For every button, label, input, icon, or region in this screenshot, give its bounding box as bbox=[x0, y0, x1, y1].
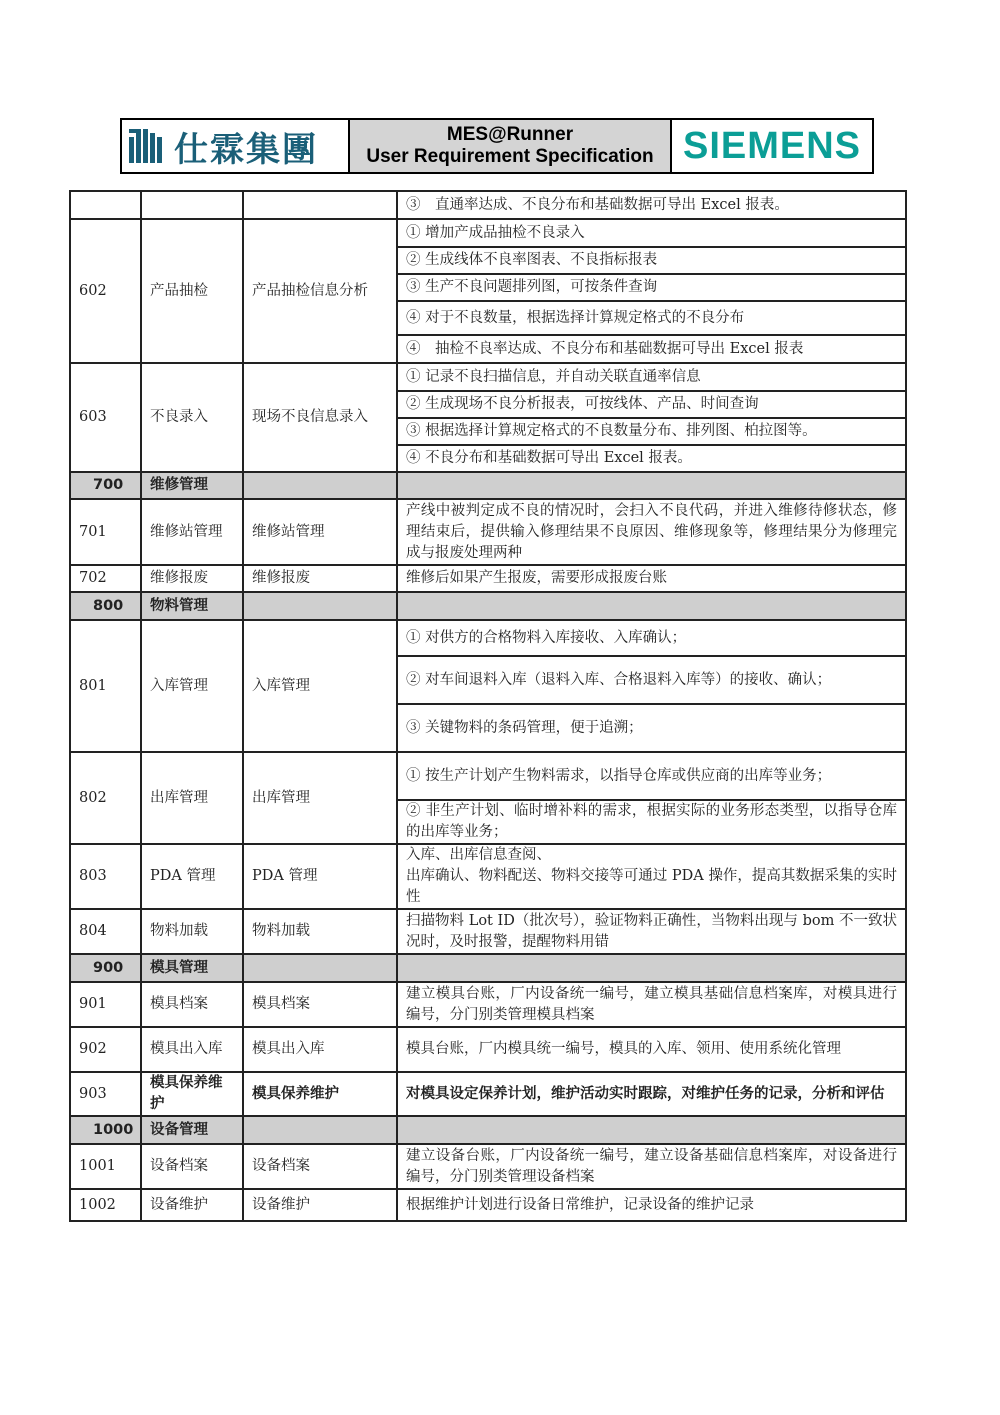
table-row bbox=[70, 191, 906, 219]
description-cell: ③ 关键物料的条码管理，便于追溯； bbox=[397, 704, 906, 752]
function-cell: 维修站管理 bbox=[243, 499, 397, 565]
table-row bbox=[70, 1072, 906, 1116]
table-row bbox=[70, 844, 906, 909]
description-cell: ④ 抽检不良率达成、不良分布和基础数据可导出 Excel 报表 bbox=[397, 335, 906, 363]
section-id: 800 bbox=[70, 592, 141, 620]
section-row bbox=[70, 1116, 906, 1144]
module-cell: PDA 管理 bbox=[141, 844, 243, 909]
function-cell: PDA 管理 bbox=[243, 844, 397, 909]
description-cell: 对模具设定保养计划，维护活动实时跟踪，对维护任务的记录，分析和评估 bbox=[397, 1072, 906, 1116]
requirements-table bbox=[69, 190, 907, 1222]
description-cell: 根据维护计划进行设备日常维护，记录设备的维护记录 bbox=[397, 1189, 906, 1221]
module-cell: 维修站管理 bbox=[141, 499, 243, 565]
description-cell: ③ 直通率达成、不良分布和基础数据可导出 Excel 报表。 bbox=[397, 191, 906, 219]
table-row bbox=[70, 565, 906, 592]
module-cell: 入库管理 bbox=[141, 620, 243, 752]
description-cell: ② 生成线体不良率图表、不良指标报表 bbox=[397, 247, 906, 274]
function-cell: 入库管理 bbox=[243, 620, 397, 752]
table-row bbox=[70, 620, 906, 656]
module-cell: 出库管理 bbox=[141, 752, 243, 844]
description-cell: ③ 生产不良问题排列图，可按条件查询 bbox=[397, 274, 906, 301]
id-cell: 1001 bbox=[70, 1144, 141, 1189]
document-header bbox=[120, 118, 874, 174]
id-cell: 1002 bbox=[70, 1189, 141, 1221]
table-row bbox=[70, 219, 906, 247]
description-cell: 模具台账，厂内模具统一编号，模具的入库、领用、使用系统化管理 bbox=[397, 1027, 906, 1072]
id-cell: 901 bbox=[70, 982, 141, 1027]
section-row bbox=[70, 954, 906, 982]
description-cell bbox=[397, 844, 906, 909]
description-cell: ① 增加产成品抽检不良录入 bbox=[397, 219, 906, 247]
title-line-2: User Requirement Specification bbox=[366, 146, 654, 167]
section-title: 维修管理 bbox=[141, 472, 243, 499]
module-cell: 设备档案 bbox=[141, 1144, 243, 1189]
table-row bbox=[70, 909, 906, 954]
module-cell: 模具出入库 bbox=[141, 1027, 243, 1072]
section-title: 设备管理 bbox=[141, 1116, 243, 1144]
id-cell: 803 bbox=[70, 844, 141, 909]
description-cell: ② 生成现场不良分析报表，可按线体、产品、时间查询 bbox=[397, 391, 906, 418]
module-cell bbox=[141, 191, 243, 219]
description-cell: ③ 根据选择计算规定格式的不良数量分布、排列图、柏拉图等。 bbox=[397, 418, 906, 445]
table-row bbox=[70, 752, 906, 800]
id-cell: 903 bbox=[70, 1072, 141, 1116]
function-cell: 设备维护 bbox=[243, 1189, 397, 1221]
id-cell: 602 bbox=[70, 219, 141, 363]
section-row bbox=[70, 592, 906, 620]
description-cell: 维修后如果产生报废，需要形成报废台账 bbox=[397, 565, 906, 592]
function-cell: 模具档案 bbox=[243, 982, 397, 1027]
siemens-logo: SIEMENS bbox=[682, 124, 862, 167]
id-cell: 801 bbox=[70, 620, 141, 752]
table-row bbox=[70, 363, 906, 391]
function-cell: 现场不良信息录入 bbox=[243, 363, 397, 472]
function-cell: 物料加载 bbox=[243, 909, 397, 954]
function-cell: 模具保养维护 bbox=[243, 1072, 397, 1116]
description-cell: ② 对车间退料入库（退料入库、合格退料入库等）的接收、确认； bbox=[397, 656, 906, 704]
table-row bbox=[70, 499, 906, 565]
description-cell: 建立设备台账，厂内设备统一编号，建立设备基础信息档案库，对设备进行编号，分门别类管理设备档案 bbox=[397, 1144, 906, 1189]
description-cell: ① 按生产计划产生物料需求，以指导仓库或供应商的出库等业务； bbox=[397, 752, 906, 800]
module-cell: 维修报废 bbox=[141, 565, 243, 592]
id-cell: 902 bbox=[70, 1027, 141, 1072]
id-cell: 804 bbox=[70, 909, 141, 954]
company-logo-text: 仕霖集團 bbox=[174, 129, 318, 170]
section-title: 物料管理 bbox=[141, 592, 243, 620]
function-cell: 产品抽检信息分析 bbox=[243, 219, 397, 363]
function-cell: 出库管理 bbox=[243, 752, 397, 844]
section-id: 700 bbox=[70, 472, 141, 499]
module-cell: 产品抽检 bbox=[141, 219, 243, 363]
table-row bbox=[70, 1144, 906, 1189]
id-cell bbox=[70, 191, 141, 219]
table-row bbox=[70, 982, 906, 1027]
function-cell bbox=[243, 191, 397, 219]
function-cell: 模具出入库 bbox=[243, 1027, 397, 1072]
description-cell: ② 非生产计划、临时增补料的需求，根据实际的业务形态类型，以指导仓库的出库等业务； bbox=[397, 800, 906, 844]
description-cell: ④ 对于不良数量，根据选择计算规定格式的不良分布 bbox=[397, 301, 906, 335]
id-cell: 701 bbox=[70, 499, 141, 565]
description-cell: 建立模具台账，厂内设备统一编号，建立模具基础信息档案库，对模具进行编号，分门别类管理模具档案 bbox=[397, 982, 906, 1027]
description-cell: ① 对供方的合格物料入库接收、入库确认； bbox=[397, 620, 906, 656]
section-row bbox=[70, 472, 906, 499]
module-cell: 物料加载 bbox=[141, 909, 243, 954]
company-logo-icon bbox=[128, 127, 166, 165]
description-cell: 产线中被判定成不良的情况时，会扫入不良代码，并进入维修待修状态，修理结束后，提供输入修理结果不良原因、维修现象等，修理结果分为修理完成与报废处理两种 bbox=[397, 499, 906, 565]
module-cell: 模具保养维护 bbox=[141, 1072, 243, 1116]
document-title bbox=[350, 120, 672, 172]
module-cell: 模具档案 bbox=[141, 982, 243, 1027]
function-cell: 维修报废 bbox=[243, 565, 397, 592]
description-line: 出库确认、物料配送、物料交接等可通过 PDA 操作，提高其数据采集的实时性 bbox=[406, 868, 897, 905]
description-cell: 扫描物料 Lot ID（批次号），验证物料正确性，当物料出现与 bom 不一致状况时，及时报警，提醒物料用错 bbox=[397, 909, 906, 954]
id-cell: 802 bbox=[70, 752, 141, 844]
module-cell: 不良录入 bbox=[141, 363, 243, 472]
section-id: 1000 bbox=[70, 1116, 141, 1144]
id-cell: 702 bbox=[70, 565, 141, 592]
description-cell: ④ 不良分布和基础数据可导出 Excel 报表。 bbox=[397, 445, 906, 472]
id-cell: 603 bbox=[70, 363, 141, 472]
description-line: 入库、出库信息查阅、 bbox=[406, 847, 551, 863]
company-logo bbox=[122, 120, 350, 172]
table-row bbox=[70, 1189, 906, 1221]
section-id: 900 bbox=[70, 954, 141, 982]
description-cell: ① 记录不良扫描信息，并自动关联直通率信息 bbox=[397, 363, 906, 391]
section-title: 模具管理 bbox=[141, 954, 243, 982]
function-cell: 设备档案 bbox=[243, 1144, 397, 1189]
table-row bbox=[70, 1027, 906, 1072]
title-line-1: MES@Runner bbox=[446, 124, 574, 145]
module-cell: 设备维护 bbox=[141, 1189, 243, 1221]
